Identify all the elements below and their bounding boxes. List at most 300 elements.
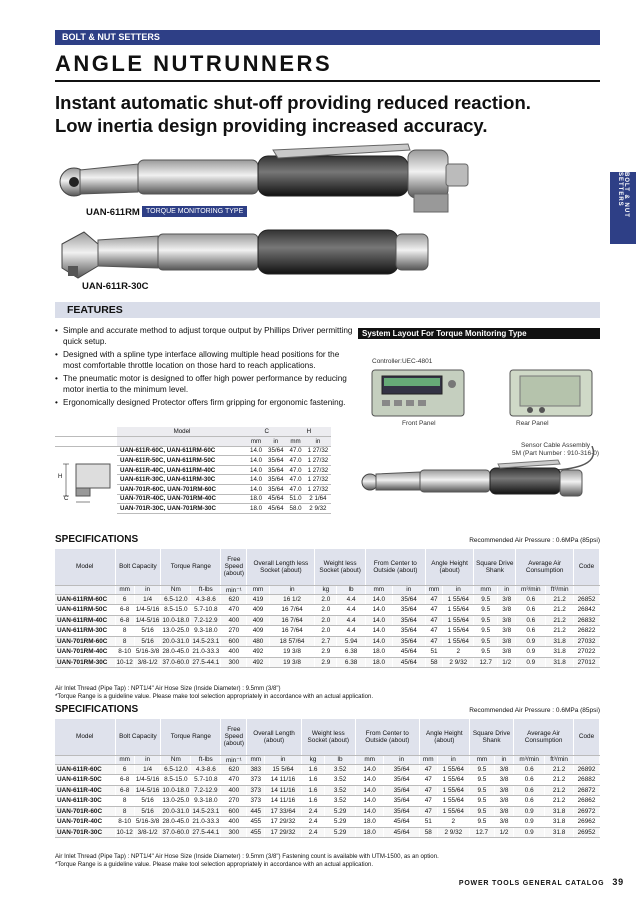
spec-value-cell: 3.52 xyxy=(325,764,356,775)
head-table-units xyxy=(55,437,331,447)
side-section-tab[interactable]: BOLT & NUT SETTERS xyxy=(610,172,636,244)
head-value-cell: 2 1/64 xyxy=(305,494,332,504)
head-table-h-header: H xyxy=(287,427,332,437)
spec-value-cell: 5.29 xyxy=(325,806,356,817)
spec-value-cell: 5/16 xyxy=(134,796,160,807)
spec-unit-cell: m³/min xyxy=(516,585,546,594)
spec-units-row xyxy=(55,755,600,764)
spec-table-row xyxy=(55,605,600,616)
spec-value-cell: 2 9/32 xyxy=(437,827,469,838)
spec-value-cell: 1 55/64 xyxy=(437,806,469,817)
spec-footnote-torque: *Torque Range is a guideline value. Please make tool selection appropriately in accordance with an actual application. xyxy=(55,860,374,868)
spec-unit-cell: mm xyxy=(247,585,269,594)
spec-col-weight: Weight less Socket (about) xyxy=(315,549,365,585)
spec-value-cell: 409 xyxy=(247,605,269,616)
spec-value-cell: 26952 xyxy=(574,827,600,838)
spec-unit-cell: in xyxy=(265,755,302,764)
spec-value-cell: 14.0 xyxy=(355,764,384,775)
spec-col-center: From Center to Outside (about) xyxy=(365,549,425,585)
monitoring-tool-image xyxy=(360,446,600,506)
head-value-cell: 45/64 xyxy=(265,494,286,504)
spec-value-cell: 0.9 xyxy=(516,636,546,647)
spec-value-cell: 45/64 xyxy=(392,657,425,668)
catalog-name: POWER TOOLS GENERAL CATALOG xyxy=(458,880,605,887)
spec-value-cell: 17 29/32 xyxy=(265,827,302,838)
sensor-cable-line-2: 5M (Part Number : 910-316-0) xyxy=(512,449,600,457)
head-table-spacer xyxy=(117,437,247,447)
spec-table-standard xyxy=(55,719,600,838)
head-table-spacer xyxy=(55,475,117,485)
unit-cell: mm xyxy=(287,437,305,447)
spec-value-cell: 7.2-12.9 xyxy=(191,615,221,626)
head-table-model-header: Model xyxy=(117,427,247,437)
spec-value-cell: 0.9 xyxy=(514,827,545,838)
spec-value-cell: 26832 xyxy=(574,615,600,626)
head-table-row xyxy=(55,504,331,514)
spec-value-cell: 5.7-10.8 xyxy=(191,605,221,616)
spec-value-cell: 383 xyxy=(247,764,265,775)
head-table-row xyxy=(55,465,331,475)
spec-unit-cell: in xyxy=(134,585,160,594)
spec-units-spacer xyxy=(574,755,600,764)
head-value-cell: 47.0 xyxy=(287,446,305,456)
spec-value-cell: 0.9 xyxy=(514,806,545,817)
spec-value-cell: 6.5-12.0 xyxy=(161,594,191,605)
head-value-cell: 1 27/32 xyxy=(305,456,332,466)
spec-value-cell: 400 xyxy=(221,785,247,796)
spec-value-cell: 5/16 xyxy=(134,636,160,647)
spec-unit-cell: mm xyxy=(469,755,494,764)
spec-value-cell: 27.5-44.1 xyxy=(192,658,220,666)
front-panel-label: Front Panel xyxy=(402,420,436,427)
spec-value-cell: 2 xyxy=(437,817,469,828)
spec-value-cell: 0.6 xyxy=(516,626,546,637)
spec-value-cell: 4.4 xyxy=(337,594,366,605)
spec-value-cell: 2 9/32 xyxy=(443,657,474,668)
spec-footnote-torque: *Torque Range is a guideline value. Please make tool selection appropriately in accordance with an actual application. xyxy=(55,692,374,700)
spec-value-cell: 5.29 xyxy=(325,827,356,838)
tagline-line-1: Instant automatic shut-off providing reduced reaction. xyxy=(55,92,531,113)
spec-value-cell: 373 xyxy=(247,796,265,807)
spec-unit-cell: ft³/min xyxy=(545,755,574,764)
spec-value-cell: 9.5 xyxy=(474,615,498,626)
head-model-cell: UAN-701R-40C, UAN-701RM-40C xyxy=(117,494,247,504)
spec-value-cell: 6.38 xyxy=(337,647,366,658)
spec-value-cell: 16 7/64 xyxy=(269,615,315,626)
spec-value-cell: 1 55/64 xyxy=(443,615,474,626)
spec-value-cell: 21.2 xyxy=(546,594,574,605)
spec-value-cell: 270 xyxy=(221,796,247,807)
tagline xyxy=(55,91,600,137)
spec-value-cell: 21.2 xyxy=(546,615,574,626)
spec-model-cell: UAN-701RM-40C xyxy=(55,647,115,658)
spec-value-cell: 14 11/16 xyxy=(265,775,302,786)
spec-value-cell: 21.2 xyxy=(546,626,574,637)
spec-col-weight: Weight less Socket (about) xyxy=(301,719,355,755)
spec-value-cell: 21.2 xyxy=(545,764,574,775)
spec-value-cell: 3.52 xyxy=(325,775,356,786)
head-table-spacer xyxy=(55,446,117,456)
spec-table-row xyxy=(55,657,600,668)
spec-value-cell: 6 xyxy=(115,594,134,605)
spec-col-angle: Angle Height (about) xyxy=(419,719,469,755)
page-footer xyxy=(459,877,624,887)
spec-value-cell: 600 xyxy=(221,806,247,817)
spec-value-cell: 6.38 xyxy=(337,657,366,668)
spec-value-cell: 17 29/32 xyxy=(265,817,302,828)
spec-unit-cell: mm xyxy=(115,585,134,594)
spec-table-monitoring xyxy=(55,549,600,668)
spec-value-cell: 16 1/2 xyxy=(269,594,315,605)
spec-value-cell: 47 xyxy=(425,605,442,616)
spec-value-cell: 21.0-33.3 xyxy=(192,818,220,826)
spec-unit-cell: mm xyxy=(365,585,392,594)
spec-value-cell: 480 xyxy=(247,636,269,647)
spec-col-angle: Angle Height (about) xyxy=(425,549,474,585)
head-table-row xyxy=(55,475,331,485)
spec-value-cell: 4.3-8.6 xyxy=(191,764,221,775)
head-value-cell: 58.0 xyxy=(287,504,305,514)
feature-item: • Designed with a spline type interface allowing multiple head positions for the most comfortable throttle location on those hard to reach applications. xyxy=(55,349,355,371)
spec-value-cell: 9.5 xyxy=(474,605,498,616)
spec-value-cell: 2.0 xyxy=(315,626,337,637)
head-model-cell: UAN-701R-30C, UAN-701RM-30C xyxy=(117,504,247,514)
spec-value-cell: 45/64 xyxy=(392,647,425,658)
head-model-cell: UAN-701R-60C, UAN-701RM-60C xyxy=(117,485,247,495)
head-value-cell: 47.0 xyxy=(287,485,305,495)
spec-unit-cell: lb xyxy=(337,585,366,594)
spec-table-row xyxy=(55,626,600,637)
head-value-cell: 1 27/32 xyxy=(305,465,332,475)
spec-value-cell: 35/64 xyxy=(392,594,425,605)
spec-value-cell: 58 xyxy=(419,827,437,838)
spec-value-cell: 26882 xyxy=(574,775,600,786)
spec-value-cell: 14 11/16 xyxy=(265,796,302,807)
air-pressure-note: Recommended Air Pressure : 0.6MPa (85psi) xyxy=(469,707,600,714)
spec-header-row xyxy=(55,719,600,755)
spec-footnote-air: Air Inlet Thread (Pipe Tap) : NPT1/4" Air Hose Size (Inside Diameter) : 9.5mm (3/8") xyxy=(55,685,281,692)
spec-table-row xyxy=(55,827,600,838)
spec-value-cell: 47 xyxy=(425,594,442,605)
spec-model-cell: UAN-611R-40C xyxy=(55,785,115,796)
spec-value-cell: 9.5 xyxy=(474,594,498,605)
system-layout-title: System Layout For Torque Monitoring Type xyxy=(358,328,600,339)
spec-value-cell: 21.2 xyxy=(545,775,574,786)
spec-value-cell: 1 55/64 xyxy=(443,605,474,616)
spec-value-cell: 18.0 xyxy=(365,657,392,668)
head-model-cell: UAN-611R-30C, UAN-611RM-30C xyxy=(117,475,247,485)
spec-value-cell: 26892 xyxy=(574,764,600,775)
spec-model-cell: UAN-701R-40C xyxy=(55,817,115,828)
spec-value-cell: 35/64 xyxy=(384,785,419,796)
head-table-spacer xyxy=(55,427,117,437)
spec-value-cell: 10.0-18.0 xyxy=(162,616,190,624)
spec-value-cell: 18.0 xyxy=(355,827,384,838)
spec-table-row xyxy=(55,796,600,807)
spec-value-cell: 9.5 xyxy=(474,647,498,658)
spec-value-cell: 9.5 xyxy=(474,636,498,647)
spec-value-cell: 47 xyxy=(419,785,437,796)
spec-value-cell: 2.9 xyxy=(315,657,337,668)
page-number: 39 xyxy=(612,877,624,887)
spec-value-cell: 3/8 xyxy=(498,636,516,647)
spec-value-cell: 37.0-60.0 xyxy=(162,658,190,666)
spec-value-cell: 13.0-25.0 xyxy=(162,627,190,635)
torque-monitoring-badge: TORQUE MONITORING TYPE xyxy=(142,206,247,217)
spec-col-code: Code xyxy=(574,719,600,755)
spec-value-cell: 5/16 xyxy=(134,806,160,817)
spec-value-cell: 300 xyxy=(221,827,247,838)
head-table-spacer xyxy=(55,504,117,514)
title-rule xyxy=(55,80,600,82)
spec-value-cell: 4.3-8.6 xyxy=(191,594,221,605)
spec-col-torque: Torque Range xyxy=(161,549,221,585)
head-model-cell: UAN-611R-50C, UAN-611RM-50C xyxy=(117,456,247,466)
spec-unit-cell: kg xyxy=(315,585,337,594)
spec-table-row xyxy=(55,817,600,828)
spec-value-cell: 14.0 xyxy=(365,594,392,605)
spec-value-cell: 1 55/64 xyxy=(437,785,469,796)
spec-value-cell: 1/2 xyxy=(494,827,513,838)
spec-value-cell: 3.52 xyxy=(325,785,356,796)
spec-unit-cell: in xyxy=(269,585,315,594)
spec-value-cell: 3/8 xyxy=(494,817,513,828)
head-table-spacer xyxy=(55,456,117,466)
spec-value-cell: 1/4-5/16 xyxy=(135,606,160,614)
spec-unit-cell: mm xyxy=(474,585,498,594)
spec-value-cell: 2.0 xyxy=(315,594,337,605)
spec-value-cell: 18.0 xyxy=(365,647,392,658)
spec-value-cell: 26842 xyxy=(574,605,600,616)
spec-value-cell: 15 5/64 xyxy=(265,764,302,775)
head-value-cell: 2 9/32 xyxy=(305,504,332,514)
spec-value-cell: 8 xyxy=(115,636,134,647)
spec-footnote xyxy=(55,685,600,700)
spec-table-row xyxy=(55,594,600,605)
head-table-row xyxy=(55,494,331,504)
spec-col-air: Average Air Consumption xyxy=(516,549,574,585)
angle-nutrunner-image xyxy=(58,142,478,214)
spec-unit-cell: lb xyxy=(325,755,356,764)
spec-value-cell: 35/64 xyxy=(384,806,419,817)
spec-value-cell: 6.5-12.0 xyxy=(161,764,191,775)
spec-value-cell: 47 xyxy=(425,636,442,647)
features-heading: FEATURES xyxy=(55,302,600,318)
spec-title: SPECIFICATIONS xyxy=(55,704,139,715)
spec-col-speed: Free Speed (about) xyxy=(221,549,247,585)
controller-label: Controller:UEC-4801 xyxy=(372,358,433,365)
spec-value-cell: 409 xyxy=(247,615,269,626)
spec-value-cell: 26972 xyxy=(574,806,600,817)
spec-value-cell: 0.9 xyxy=(516,647,546,658)
spec-value-cell: 7.2-12.9 xyxy=(191,785,221,796)
spec-value-cell: 445 xyxy=(247,806,265,817)
head-value-cell: 14.0 xyxy=(247,475,265,485)
spec-value-cell: 6-8 xyxy=(115,605,134,616)
spec-value-cell: 14.0 xyxy=(355,775,384,786)
spec-value-cell: 9.5 xyxy=(469,775,494,786)
spec-col-code: Code xyxy=(574,549,600,585)
spec-col-center: From Center to Outside (about) xyxy=(355,719,419,755)
head-model-cell: UAN-611R-40C, UAN-611RM-40C xyxy=(117,465,247,475)
spec-value-cell: 455 xyxy=(247,817,265,828)
spec-value-cell: 47 xyxy=(425,626,442,637)
unit-cell: in xyxy=(305,437,332,447)
spec-value-cell: 2.4 xyxy=(301,817,325,828)
spec-value-cell: 400 xyxy=(221,647,247,658)
spec-value-cell: 9.5 xyxy=(474,626,498,637)
spec-value-cell: 8.5-15.0 xyxy=(161,775,191,786)
spec-value-cell: 1 55/64 xyxy=(437,764,469,775)
spec-table-row xyxy=(55,636,600,647)
spec-value-cell: 10-12 xyxy=(116,658,133,666)
spec-value-cell: 26822 xyxy=(574,626,600,637)
spec-value-cell: 19 3/8 xyxy=(269,647,315,658)
spec-unit-cell: mm xyxy=(425,585,442,594)
spec-value-cell: 0.6 xyxy=(514,796,545,807)
spec-value-cell: 3/8 xyxy=(498,647,516,658)
spec-value-cell: 14.0 xyxy=(365,605,392,616)
spec-value-cell: 26852 xyxy=(574,594,600,605)
spec-table-row xyxy=(55,785,600,796)
spec-unit-cell: min⁻¹ xyxy=(221,755,247,764)
spec-value-cell: 14.5-23.1 xyxy=(192,637,220,645)
head-value-cell: 35/64 xyxy=(265,446,286,456)
spec-value-cell: 1 55/64 xyxy=(437,775,469,786)
spec-value-cell: 31.8 xyxy=(545,806,574,817)
spec-title: SPECIFICATIONS xyxy=(55,534,139,545)
spec-unit-cell: ft-lbs xyxy=(191,585,221,594)
spec-value-cell: 1 55/64 xyxy=(443,636,474,647)
spec-value-cell: 0.6 xyxy=(514,785,545,796)
spec-col-torque: Torque Range xyxy=(161,719,221,755)
spec-value-cell: 47 xyxy=(425,615,442,626)
spec-value-cell: 27.5-44.1 xyxy=(192,828,220,836)
spec-value-cell: 8 xyxy=(115,796,134,807)
spec-unit-cell: in xyxy=(437,755,469,764)
spec-value-cell: 5.7-10.8 xyxy=(191,775,221,786)
spec-value-cell: 8-10 xyxy=(115,817,134,828)
spec-footnote-air: Air Inlet Thread (Pipe Tap) : NPT1/4" Air Hose Size (Inside Diameter) : 9.5mm (3/8") Fastening count is available with UTM-1500, as an option. xyxy=(55,853,439,860)
spec-value-cell: 28.0-45.0 xyxy=(162,818,190,826)
tagline-line-2: Low inertia design providing increased accuracy. xyxy=(55,115,488,136)
spec-table-row xyxy=(55,806,600,817)
head-value-cell: 14.0 xyxy=(247,485,265,495)
spec-value-cell: 28.0-45.0 xyxy=(162,648,190,656)
spec-unit-cell: mm xyxy=(419,755,437,764)
spec-unit-cell: Nm xyxy=(161,755,191,764)
spec-value-cell: 9.3-18.0 xyxy=(191,626,221,637)
spec-value-cell: 0.9 xyxy=(516,657,546,668)
spec-value-cell: 373 xyxy=(247,785,265,796)
spec-unit-cell: in xyxy=(384,755,419,764)
spec-units-spacer xyxy=(55,755,115,764)
spec-unit-cell: in xyxy=(494,755,513,764)
spec-value-cell: 0.9 xyxy=(514,817,545,828)
head-table-c-header: C xyxy=(247,427,287,437)
spec-value-cell: 620 xyxy=(221,764,247,775)
spec-value-cell: 3/8-1/2 xyxy=(134,827,160,838)
spec-value-cell: 21.2 xyxy=(545,796,574,807)
controller-image xyxy=(370,368,600,420)
spec-value-cell: 3/8 xyxy=(494,775,513,786)
feature-list xyxy=(55,325,355,410)
spec-unit-cell: mm xyxy=(355,755,384,764)
spec-value-cell: 10-12 xyxy=(116,828,133,836)
spec-value-cell: 21.0-33.3 xyxy=(192,648,220,656)
spec-value-cell: 5.29 xyxy=(325,817,356,828)
page-title: ANGLE NUTRUNNERS xyxy=(55,51,333,76)
spec-value-cell: 0.6 xyxy=(516,605,546,616)
head-value-cell: 35/64 xyxy=(265,475,286,485)
spec-value-cell: 0.6 xyxy=(514,775,545,786)
spec-value-cell: 4.4 xyxy=(337,626,366,637)
spec-value-cell: 20.0-31.0 xyxy=(162,807,190,815)
spec-value-cell: 35/64 xyxy=(384,764,419,775)
spec-value-cell: 1.6 xyxy=(301,796,325,807)
spec-value-cell: 35/64 xyxy=(392,615,425,626)
spec-value-cell: 470 xyxy=(221,775,247,786)
spec-col-model: Model xyxy=(55,549,115,585)
spec-value-cell: 1.6 xyxy=(301,764,325,775)
spec-value-cell: 6-8 xyxy=(115,615,134,626)
spec-value-cell: 0.6 xyxy=(516,615,546,626)
spec-model-cell: UAN-701RM-60C xyxy=(55,636,115,647)
spec-value-cell: 2 xyxy=(443,647,474,658)
spec-value-cell: 300 xyxy=(221,657,247,668)
spec-value-cell: 4.4 xyxy=(337,615,366,626)
spec-value-cell: 26862 xyxy=(574,796,600,807)
spec-model-cell: UAN-611RM-30C xyxy=(55,626,115,637)
spec-value-cell: 21.2 xyxy=(546,605,574,616)
head-value-cell: 35/64 xyxy=(265,485,286,495)
spec-value-cell: 20.0-31.0 xyxy=(162,637,190,645)
spec-value-cell: 17 33/64 xyxy=(265,806,302,817)
spec-value-cell: 31.8 xyxy=(545,817,574,828)
spec-value-cell: 3/8 xyxy=(494,764,513,775)
spec-value-cell: 31.8 xyxy=(546,647,574,658)
spec-value-cell: 12.7 xyxy=(469,827,494,838)
spec-value-cell: 2.4 xyxy=(301,806,325,817)
head-table-row xyxy=(55,446,331,456)
spec-value-cell: 270 xyxy=(221,626,247,637)
spec-value-cell: 47 xyxy=(419,764,437,775)
spec-value-cell: 26962 xyxy=(574,817,600,828)
spec-value-cell: 1/4 xyxy=(134,764,160,775)
spec-model-cell: UAN-701R-60C xyxy=(55,806,115,817)
spec-value-cell: 8 xyxy=(115,806,134,817)
spec-value-cell: 14.0 xyxy=(365,615,392,626)
spec-value-cell: 3/8 xyxy=(494,796,513,807)
spec-value-cell: 26872 xyxy=(574,785,600,796)
spec-value-cell: 16 7/64 xyxy=(269,626,315,637)
spec-value-cell: 8-10 xyxy=(115,647,134,658)
spec-value-cell: 5/16-3/8 xyxy=(135,648,160,656)
head-value-cell: 35/64 xyxy=(265,456,286,466)
spec-value-cell: 409 xyxy=(247,626,269,637)
spec-unit-cell: ft-lbs xyxy=(191,755,221,764)
spec-col-length: Overall Length (about) xyxy=(247,719,301,755)
spec-value-cell: 31.8 xyxy=(546,636,574,647)
head-value-cell: 45/64 xyxy=(265,504,286,514)
spec-value-cell: 9.3-18.0 xyxy=(191,796,221,807)
spec-value-cell: 18.0 xyxy=(355,817,384,828)
spec-value-cell: 35/64 xyxy=(392,626,425,637)
spec-col-model: Model xyxy=(55,719,115,755)
spec-value-cell: 1 55/64 xyxy=(443,626,474,637)
spec-value-cell: 35/64 xyxy=(392,605,425,616)
section-label: BOLT & NUT SETTERS xyxy=(55,30,600,45)
